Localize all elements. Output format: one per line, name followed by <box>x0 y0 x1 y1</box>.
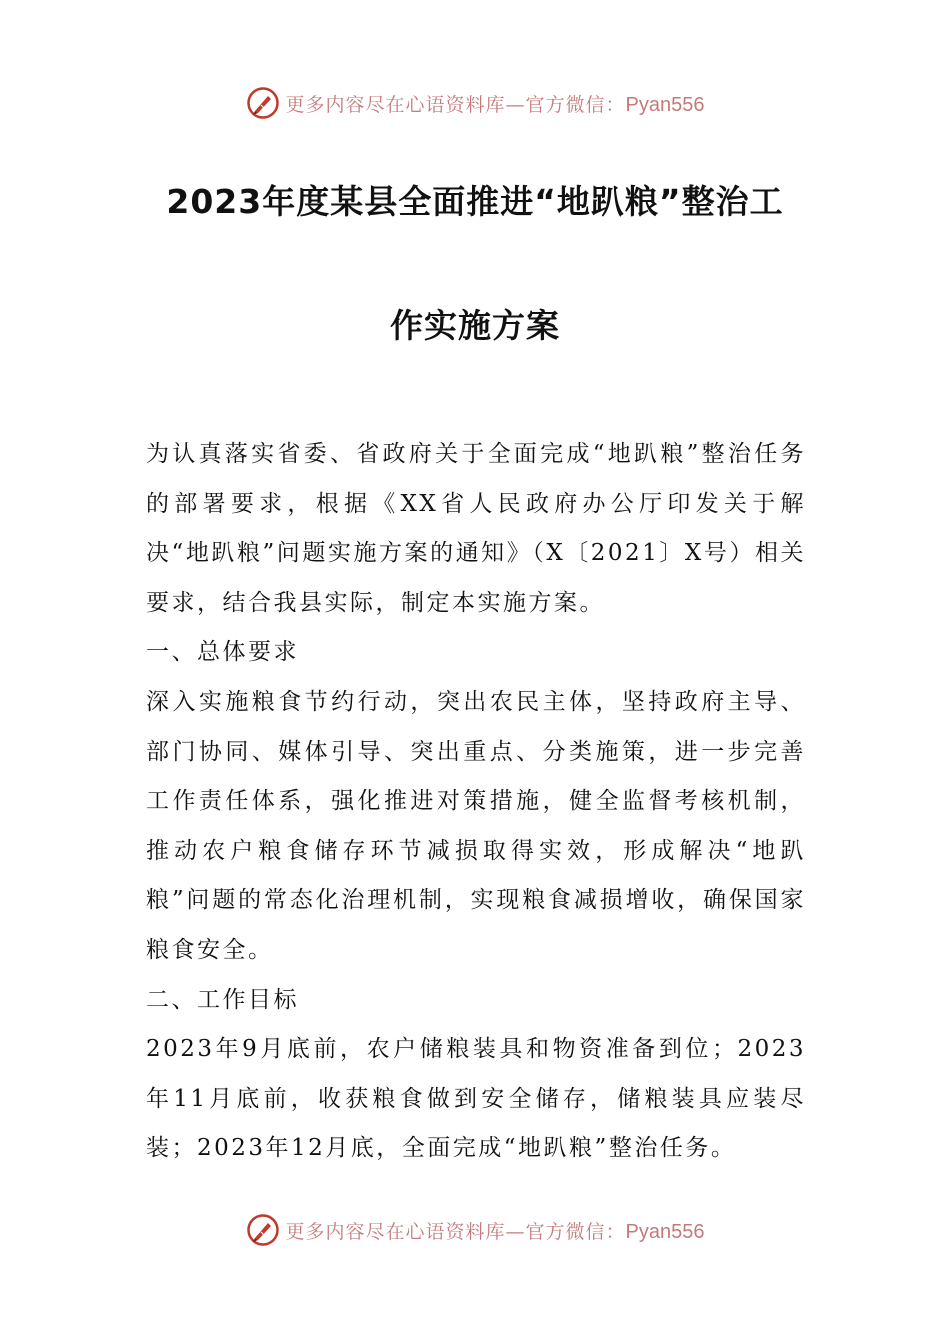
document-title-line-2: 作实施方案 <box>390 306 560 345</box>
section-1-paragraph: 深入实施粮食节约行动，突出农民主体，坚持政府主导、部门协同、媒体引导、突出重点、分类施策，进一步完善工作责任体系，强化推进对策措施，健全监督考核机制，推动农户粮食储存环节减损取得实效，形成解决“地趴粮”问题的常态化治理机制，实现粮食减损增收，确保国家粮食安全。 <box>146 688 806 963</box>
document-body <box>146 430 806 1174</box>
watermark-text: 更多内容尽在心语资料库—官方微信：Pyan556 <box>285 93 705 116</box>
watermark-header <box>0 83 950 123</box>
section-1-heading: 一、总体要求 <box>146 639 299 666</box>
section-2-paragraph: 2023年9月底前，农户储粮装具和物资准备到位；2023年11月底前，收获粮食做到安全储存，储粮装具应装尽装；2023年12月底，全面完成“地趴粮”整治任务。 <box>146 1036 806 1162</box>
watermark-footer <box>0 1210 950 1250</box>
section-2-heading: 二、工作目标 <box>146 986 299 1013</box>
watermark-wechat-id: Pyan556 <box>625 1220 705 1243</box>
fountain-pen-logo-icon <box>246 1213 280 1247</box>
watermark-text: 更多内容尽在心语资料库—官方微信：Pyan556 <box>285 1220 705 1243</box>
fountain-pen-logo-icon <box>246 86 280 120</box>
document-title-line-1: 2023年度某县全面推进“地趴粮”整治工 <box>166 182 784 221</box>
intro-paragraph: 为认真落实省委、省政府关于全面完成“地趴粮”整治任务的部署要求，根据《XX省人民政府办公厅印发关于解决“地趴粮”问题实施方案的通知》（X〔2021〕X号）相关要求，结合我县实际，制定本实施方案。 <box>146 441 806 616</box>
watermark-wechat-id: Pyan556 <box>625 93 705 116</box>
